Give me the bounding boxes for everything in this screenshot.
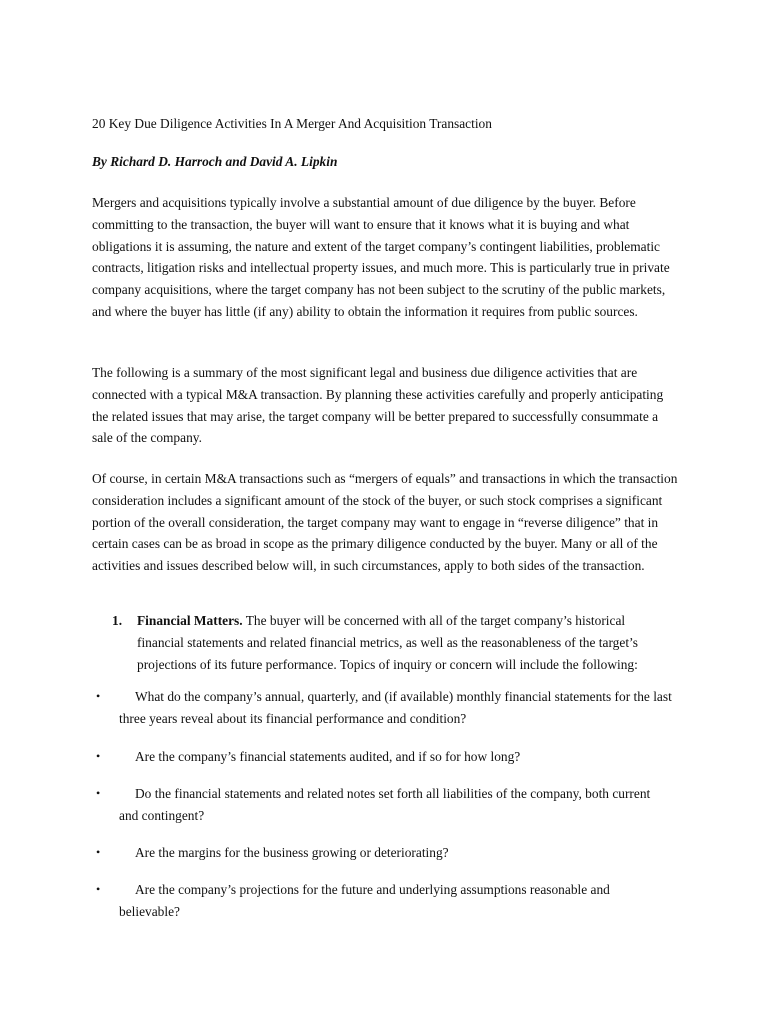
numbered-item-financial-matters bbox=[112, 610, 672, 675]
intro-paragraph: Mergers and acquisitions typically involve a substantial amount of due diligence by the buyer. Before committing to the transaction, the buyer will want to ensure that it knows what it is buying and what obligations it is assuming, the nature and extent of the target company’s contingent liabilities, problematic contracts, litigation risks and intellectual property issues, and much more. This is particularly true in private company acquisitions, where the target company has not been subject to the scrutiny of the public markets, and where the buyer has little (if any) ability to obtain the information it requires from public sources. bbox=[92, 195, 670, 319]
author-byline: By Richard D. Harroch and David A. Lipkin bbox=[92, 154, 338, 169]
item-text: The buyer will be concerned with all of the target company’s historical financial statements and related financial metrics, as well as the reasonableness of the target’s projections of its future performance. Topics of inquiry or concern will include the following: bbox=[137, 613, 638, 672]
list-item bbox=[96, 686, 672, 730]
list-item-text: What do the company’s annual, quarterly, and (if available) monthly financial statements for the last three years reveal about its financial performance and condition? bbox=[119, 689, 672, 726]
list-item-text: Are the margins for the business growing or deteriorating? bbox=[135, 845, 449, 860]
reverse-diligence-paragraph: Of course, in certain M&A transactions such as “mergers of equals” and transactions in which the transaction consideration includes a significant amount of the stock of the buyer, or such stock comprises a significant portion of the overall consideration, the target company may want to engage in “reverse diligence” that in certain cases can be as broad in scope as the primary diligence conducted by the buyer. Many or all of the activities and issues described below will, in such circumstances, apply to both sides of the transaction. bbox=[92, 471, 678, 574]
document-title: 20 Key Due Diligence Activities In A Merger And Acquisition Transaction bbox=[92, 116, 492, 131]
list-item-text: Are the company’s financial statements audited, and if so for how long? bbox=[135, 749, 521, 764]
list-item bbox=[96, 842, 672, 864]
list-item bbox=[96, 746, 672, 768]
bullet-icon: • bbox=[96, 845, 101, 859]
list-item-text: Do the financial statements and related notes set forth all liabilities of the company, both current and contingent? bbox=[119, 786, 651, 823]
summary-paragraph: The following is a summary of the most significant legal and business due diligence activities that are connected with a typical M&A transaction. By planning these activities carefully and properly anticipating the related issues that may arise, the target company will be better prepared to successfully consummate a sale of the company. bbox=[92, 365, 664, 446]
item-body bbox=[137, 610, 672, 675]
bullet-icon: • bbox=[96, 882, 101, 896]
list-item bbox=[96, 783, 672, 827]
item-number: 1. bbox=[112, 613, 123, 628]
item-heading: Financial Matters. bbox=[137, 613, 243, 628]
bullet-icon: • bbox=[96, 749, 101, 763]
list-item bbox=[96, 879, 672, 923]
bullet-icon: • bbox=[96, 689, 101, 703]
list-item-text: Are the company’s projections for the future and underlying assumptions reasonable and believable? bbox=[119, 882, 610, 919]
bullet-icon: • bbox=[96, 786, 101, 800]
